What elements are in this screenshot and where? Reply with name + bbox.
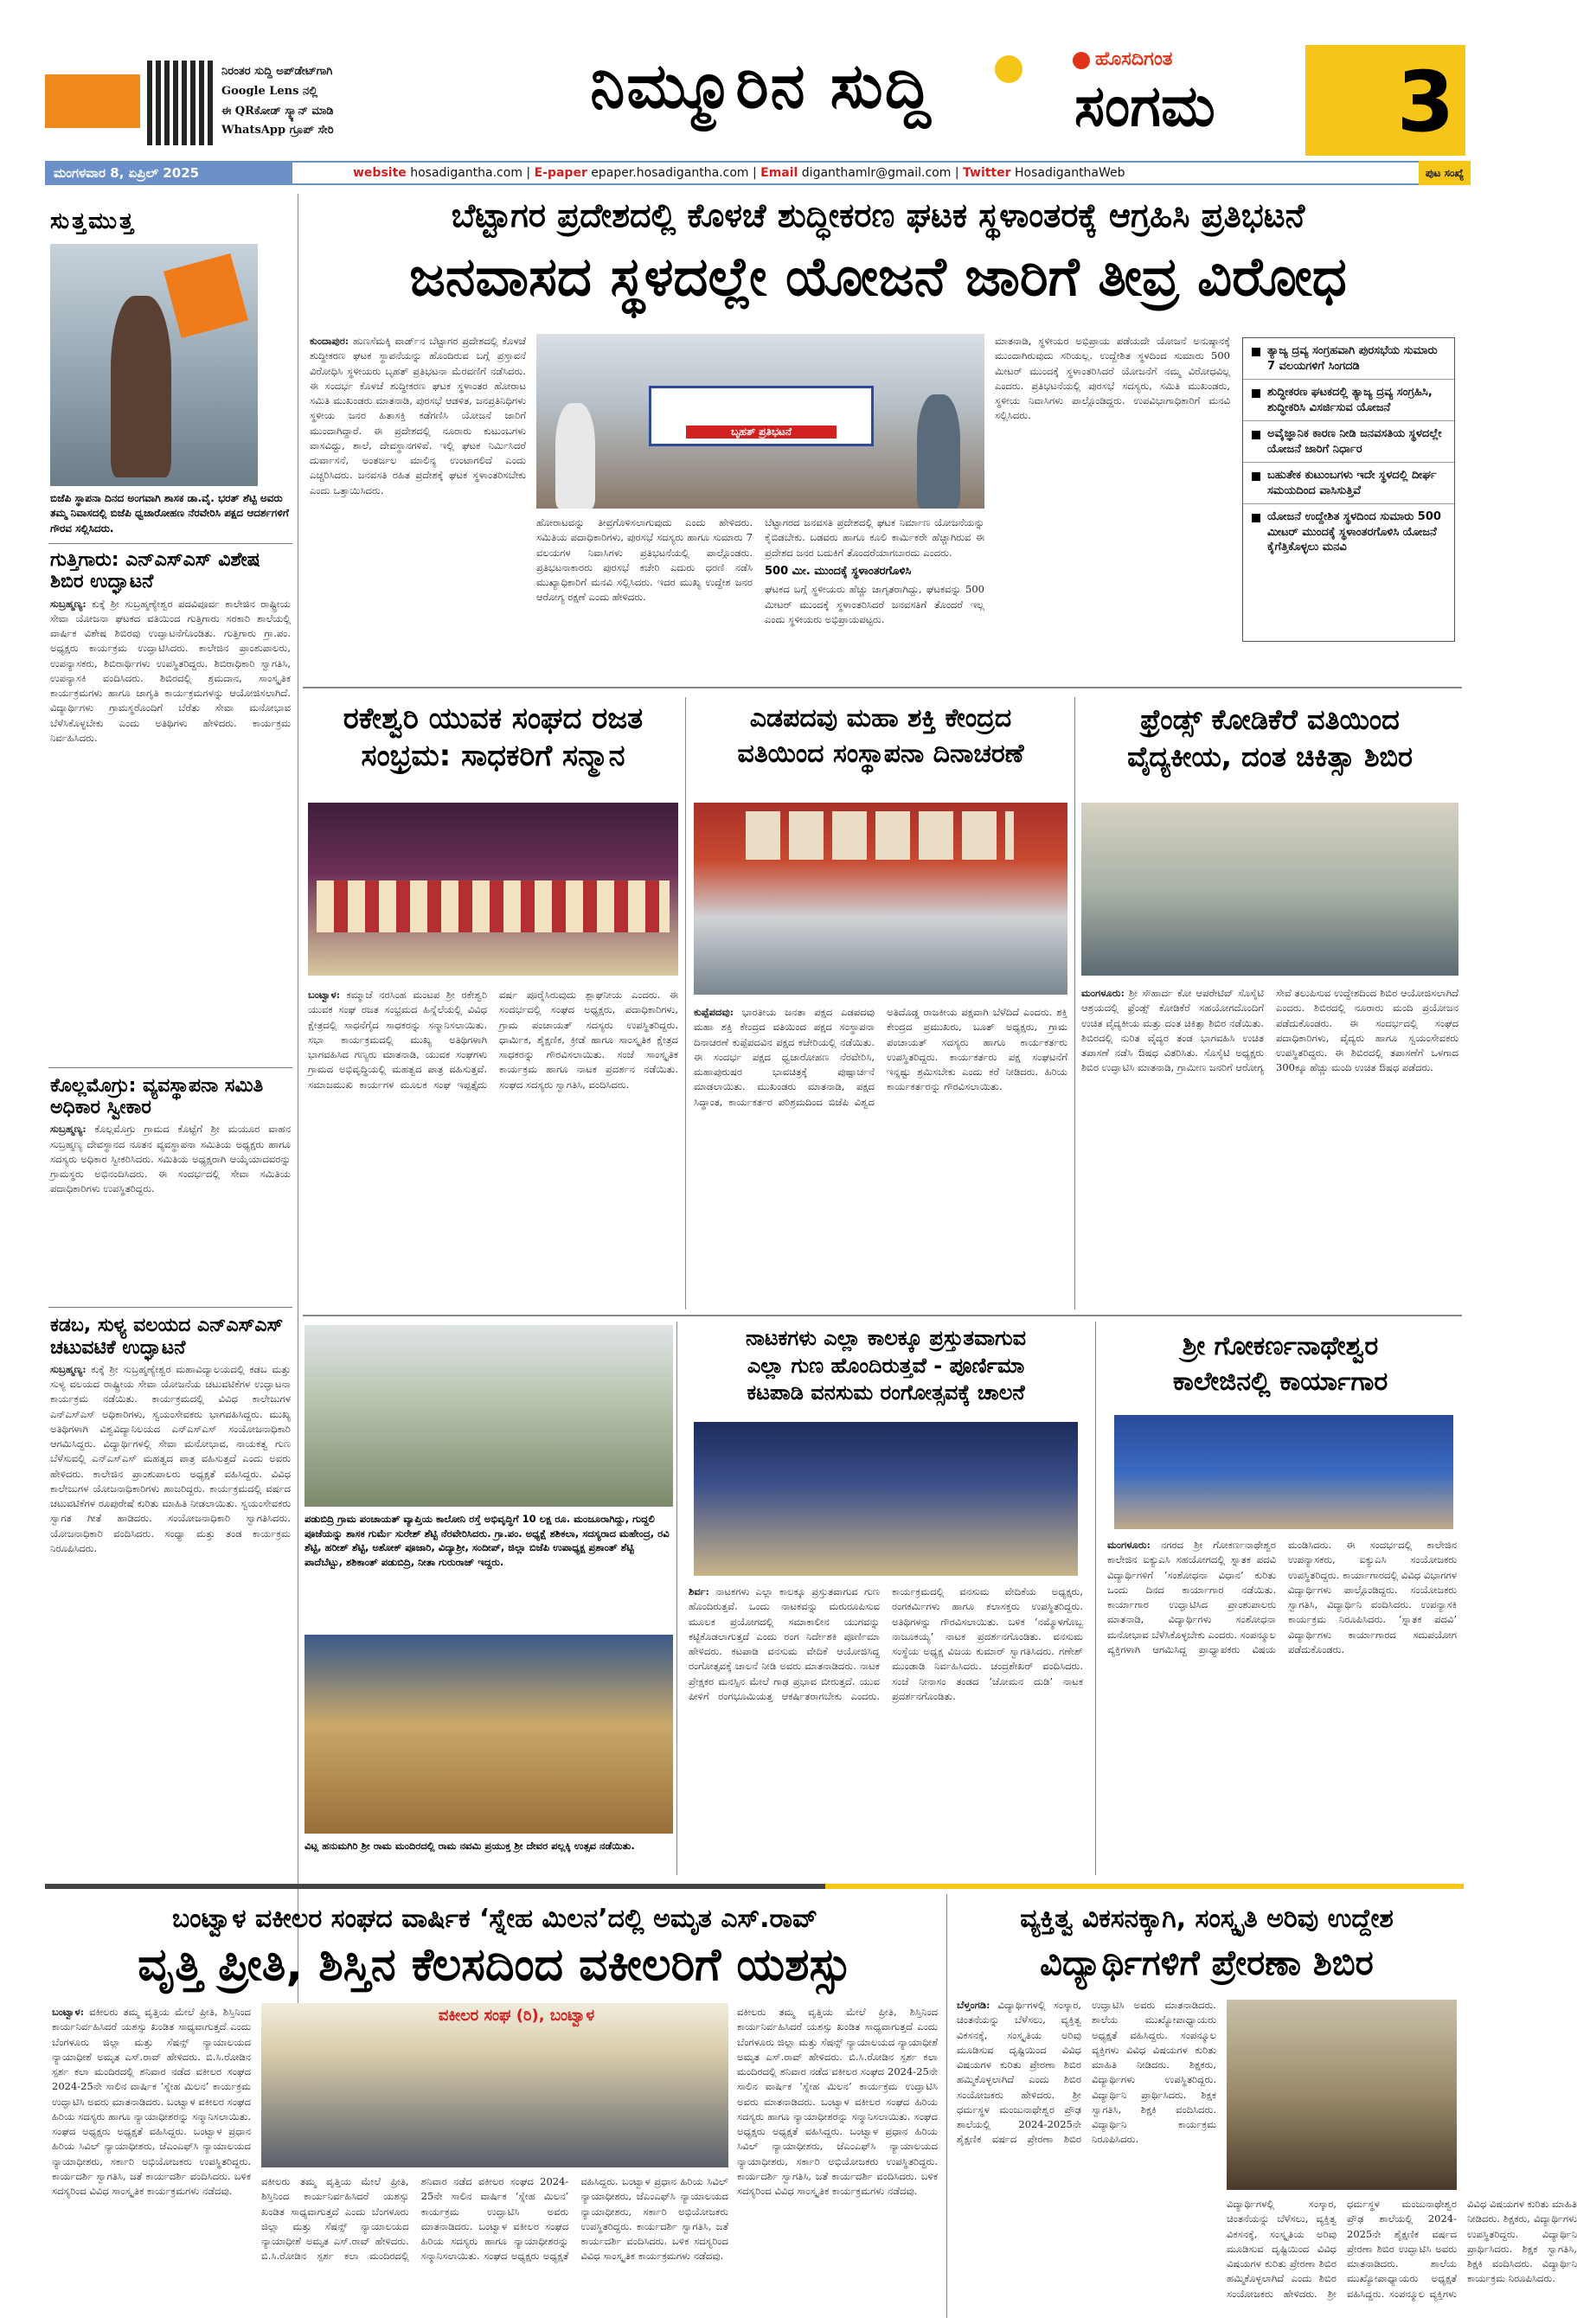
story-medical-camp-photo bbox=[1081, 803, 1458, 976]
email-link[interactable]: diganthamlr@gmail.com bbox=[801, 166, 952, 180]
sidebar-story-1: ಗುತ್ತಿಗಾರು: ಎನ್ಎಸ್ಎಸ್ ವಿಶೇಷ ಶಿಬಿರ ಉದ್ಘಾಟನೆ ಸುಬ್ರಹ್ಮಣ್ಯ: ಕುಕ್ಕೆ ಶ್ರೀ ಸುಬ್ರಹ್ಮಣ್ಯೇಶ್ವರ ಪದವಿಪೂರ್ವ ಕಾಲೇಜಿನ ರಾಷ್ಟ್ರೀಯ ಸೇವಾ ಯೋಜನಾ ಘಟಕದ ವತಿಯಿಂದ ಗುತ್ತಿಗಾರು ಸರಕಾರಿ ಶಾಲೆಯಲ್ಲಿ ವಾರ್ಷಿಕ ವಿಶೇಷ ಶಿಬಿರವು ಉದ್ಘಾಟನೆಗೊಂಡಿತು. ಗುತ್ತಿಗಾರು ಗ್ರಾ.ಪಂ. ಅಧ್ಯಕ್ಷರು ಕಾರ್ಯಕ್ರಮ ಉದ್ಘಾಟಿಸಿದರು. ಕಾಲೇಜಿನ ಪ್ರಾಂಶುಪಾಲರು, ಉಪನ್ಯಾಸಕರು, ಶಿಬಿರಾರ್ಥಿಗಳು ಉಪಸ್ಥಿತರಿದ್ದರು. ಶಿಬಿರಾಧಿಕಾರಿ ಸ್ವಾಗತಿಸಿ, ಉಪನ್ಯಾಸಕಿ ವಂದಿಸಿದರು. ಶಿಬಿರದಲ್ಲಿ ಶ್ರಮದಾನ, ಸಾಂಸ್ಕೃತಿಕ ಕಾರ್ಯಕ್ರಮಗಳು ಹಾಗೂ ಜಾಗೃತಿ ಕಾರ್ಯಕ್ರಮಗಳನ್ನು ಆಯೋಜಿಸಲಾಗಿದೆ. ವಿದ್ಯಾರ್ಥಿಗಳು ಗ್ರಾಮಸ್ಥರೊಂದಿಗೆ ಬೆರೆತು ಸೇವಾ ಮನೋಭಾವ ಬೆಳೆಸಿಕೊಳ್ಳಬೇಕು ಎಂದು ಅತಿಥಿಗಳು ಹೇಳಿದರು. ಕಾರ್ಯಕ್ರಮ ನಿರ್ವಹಿಸಿದರು. bbox=[50, 549, 291, 744]
lead-subhead: 500 ಮೀ. ಮುಂದಕ್ಕೆ ಸ್ಥಳಾಂತರಗೊಳಿಸಿ bbox=[765, 564, 912, 578]
sidebar-story-title: ಕಡಬ, ಸುಳ್ಯ ವಲಯದ ಎನ್ಎಸ್ಎಸ್ ಚಟುವಟಿಕೆ ಉದ್ಘಾಟನೆ bbox=[50, 1315, 284, 1359]
story-motivation-camp: ವ್ಯಕ್ತಿತ್ವ ವಿಕಸನಕ್ಕಾಗಿ, ಸಂಸ್ಕೃತಿ ಅರಿವು ಉದ್ದೇಶ ವಿದ್ಯಾರ್ಥಿಗಳಿಗೆ ಪ್ರೇರಣಾ ಶಿಬಿರ ಬೆಳ್ತಂಗಡಿ: ವಿದ್ಯಾರ್ಥಿಗಳಲ್ಲಿ ಸಂಸ್ಕಾರ, ಚಿಂತನೆಯನ್ನು ಬೆಳೆಸಲು, ವ್ಯಕ್ತಿತ್ವ ವಿಕಸನಕ್ಕೆ, ಸಂಸ್ಕೃತಿಯ ಅರಿವು ಮೂಡಿಸುವ ದೃಷ್ಟಿಯಿಂದ ವಿವಿಧ ವಿಷಯಗಳ ಕುರಿತು ಪ್ರೇರಣಾ ಶಿಬಿರ ಹಮ್ಮಿಕೊಳ್ಳಲಾಗಿದೆ ಎಂದು ಶಿಬಿರ ಸಂಯೋಜಕರು ಹೇಳಿದರು. ಶ್ರೀ ಧರ್ಮಸ್ಥಳ ಮಂಜುನಾಥೇಶ್ವರ ಪ್ರೌಢ ಶಾಲೆಯಲ್ಲಿ 2024-2025ನೇ ಶೈಕ್ಷಣಿಕ ವರ್ಷದ ಪ್ರೇರಣಾ ಶಿಬಿರ ಉದ್ಘಾಟಿಸಿ ಅವರು ಮಾತನಾಡಿದರು. ಶಾಲೆಯ ಮುಖ್ಯೋಪಾಧ್ಯಾಯರು ಅಧ್ಯಕ್ಷತೆ ವಹಿಸಿದ್ದರು. ಸಂಪನ್ಮೂಲ ವ್ಯಕ್ತಿಗಳು ವಿವಿಧ ವಿಷಯಗಳ ಕುರಿತು ಮಾಹಿತಿ ನೀಡಿದರು. ಶಿಕ್ಷಕರು, ವಿದ್ಯಾರ್ಥಿಗಳು ಉಪಸ್ಥಿತರಿದ್ದರು. ವಿದ್ಯಾರ್ಥಿನಿ ಪ್ರಾರ್ಥಿಸಿದರು. ಶಿಕ್ಷಕ ಸ್ವಾಗತಿಸಿ, ಶಿಕ್ಷಕಿ ವಂದಿಸಿದರು. ವಿದ್ಯಾರ್ಥಿನಿ ಕಾರ್ಯಕ್ರಮ ನಿರೂಪಿಸಿದರು. ವಿದ್ಯಾರ್ಥಿಗಳಲ್ಲಿ ಸಂಸ್ಕಾರ, ಚಿಂತನೆಯನ್ನು ಬೆಳೆಸಲು, ವ್ಯಕ್ತಿತ್ವ ವಿಕಸನಕ್ಕೆ, ಸಂಸ್ಕೃತಿಯ ಅರಿವು ಮೂಡಿಸುವ ದೃಷ್ಟಿಯಿಂದ ವಿವಿಧ ವಿಷಯಗಳ ಕುರಿತು ಪ್ರೇರಣಾ ಶಿಬಿರ ಹಮ್ಮಿಕೊಳ್ಳಲಾಗಿದೆ ಎಂದು ಶಿಬಿರ ಸಂಯೋಜಕರು ಹೇಳಿದರು. ಶ್ರೀ ಧರ್ಮಸ್ಥಳ ಮಂಜುನಾಥೇಶ್ವರ ಪ್ರೌಢ ಶಾಲೆಯಲ್ಲಿ 2024-2025ನೇ ಶೈಕ್ಷಣಿಕ ವರ್ಷದ ಪ್ರೇರಣಾ ಶಿಬಿರ ಉದ್ಘಾಟಿಸಿ ಅವರು ಮಾತನಾಡಿದರು. ಶಾಲೆಯ ಮುಖ್ಯೋಪಾಧ್ಯಾಯರು ಅಧ್ಯಕ್ಷತೆ ವಹಿಸಿದ್ದರು. ಸಂಪನ್ಮೂಲ ವ್ಯಕ್ತಿಗಳು ವಿವಿಧ ವಿಷಯಗಳ ಕುರಿತು ಮಾಹಿತಿ ನೀಡಿದರು. ಶಿಕ್ಷಕರು, ವಿದ್ಯಾರ್ಥಿಗಳು ಉಪಸ್ಥಿತರಿದ್ದರು. ವಿದ್ಯಾರ್ಥಿನಿ ಪ್ರಾರ್ಥಿಸಿದರು. ಶಿಕ್ಷಕ ಸ್ವಾಗತಿಸಿ, ಶಿಕ್ಷಕಿ ವಂದಿಸಿದರು. ವಿದ್ಯಾರ್ಥಿನಿ ಕಾರ್ಯಕ್ರಮ ನಿರೂಪಿಸಿದರು. bbox=[957, 1904, 1577, 2300]
story-edapadavu: ಎಡಪದವು ಮಹಾ ಶಕ್ತಿ ಕೇಂದ್ರದ ವತಿಯಿಂದ ಸಂಸ್ಥಾಪನಾ ದಿನಾಚರಣೆ ಕುಪ್ಪೆಪದವು: ಭಾರತೀಯ ಜನತಾ ಪಕ್ಷದ ಎಡಪದವು ಮಹಾ ಶಕ್ತಿ ಕೇಂದ್ರದ ವತಿಯಿಂದ ಪಕ್ಷದ ಸಂಸ್ಥಾಪನಾ ದಿನಾಚರಣೆ ಕುಪ್ಪೆಪದವಿನ ಪಕ್ಷದ ಕಚೇರಿಯಲ್ಲಿ ನಡೆಯಿತು. ಈ ಸಂದರ್ಭ ಪಕ್ಷದ ಧ್ವಜಾರೋಹಣ ನೆರವೇರಿಸಿ, ಮಹಾಪುರುಷರ ಭಾವಚಿತ್ರಕ್ಕೆ ಪುಷ್ಪಾರ್ಚನೆ ಮಾಡಲಾಯಿತು. ಮುಖಂಡರು ಮಾತನಾಡಿ, ಪಕ್ಷದ ಸಿದ್ಧಾಂತ, ಕಾರ್ಯಕರ್ತರ ಪರಿಶ್ರಮದಿಂದ ಬಿಜೆಪಿ ವಿಶ್ವದ ಅತಿದೊಡ್ಡ ರಾಜಕೀಯ ಪಕ್ಷವಾಗಿ ಬೆಳೆದಿದೆ ಎಂದರು. ಶಕ್ತಿ ಕೇಂದ್ರದ ಪ್ರಮುಖರು, ಬೂತ್ ಅಧ್ಯಕ್ಷರು, ಗ್ರಾಮ ಪಂಚಾಯತ್ ಸದಸ್ಯರು ಹಾಗೂ ಕಾರ್ಯಕರ್ತರು ಉಪಸ್ಥಿತರಿದ್ದರು. ಕಾರ್ಯಕರ್ತರು ಪಕ್ಷ ಸಂಘಟನೆಗೆ ಇನ್ನಷ್ಟು ಶ್ರಮಿಸಬೇಕು ಎಂದು ಕರೆ ನೀಡಿದರು. ಹಿರಿಯ ಕಾರ್ಯಕರ್ತರನ್ನು ಗೌರವಿಸಲಾಯಿತು. bbox=[694, 703, 1067, 1108]
lead-headline: ಜನವಾಸದ ಸ್ಥಳದಲ್ಲೇ ಯೋಜನೆ ಜಾರಿಗೆ ತೀವ್ರ ವಿರೋಧ bbox=[409, 245, 1347, 308]
story-advocates: ಬಂಟ್ವಾಳ ವಕೀಲರ ಸಂಘದ ವಾರ್ಷಿಕ ‘ಸ್ನೇಹ ಮಿಲನ’ದಲ್ಲಿ ಅಮೃತ ಎಸ್.ರಾವ್ ವೃತ್ತಿ ಪ್ರೀತಿ, ಶಿಸ್ತಿನ ಕೆಲಸದಿಂದ ವಕೀಲರಿಗೆ ಯಶಸ್ಸು ಬಂಟ್ವಾಳ: ವಕೀಲರು ತಮ್ಮ ವೃತ್ತಿಯ ಮೇಲೆ ಪ್ರೀತಿ, ಶಿಸ್ತಿನಿಂದ ಕಾರ್ಯನಿರ್ವಹಿಸಿದರೆ ಯಶಸ್ಸು ಖಂಡಿತ ಸಾಧ್ಯವಾಗುತ್ತದೆ ಎಂದು ಬೆಂಗಳೂರು ಜಿಲ್ಲಾ ಮತ್ತು ಸೆಷನ್ಸ್ ನ್ಯಾಯಾಲಯದ ನ್ಯಾಯಾಧೀಶೆ ಅಮೃತ ಎಸ್.ರಾವ್ ಹೇಳಿದರು. ಬಿ.ಸಿ.ರೋಡಿನ ಸ್ಪರ್ಶ ಕಲಾ ಮಂದಿರದಲ್ಲಿ ಶನಿವಾರ ನಡೆದ ವಕೀಲರ ಸಂಘದ 2024-25ನೇ ಸಾಲಿನ ವಾರ್ಷಿಕ ‘ಸ್ನೇಹ ಮಿಲನ’ ಕಾರ್ಯಕ್ರಮ ಉದ್ಘಾಟಿಸಿ ಅವರು ಮಾತನಾಡಿದರು. ಬಂಟ್ವಾಳ ವಕೀಲರ ಸಂಘದ ಹಿರಿಯ ಸದಸ್ಯರು ಹಾಗೂ ನ್ಯಾಯಾಧೀಶರನ್ನು ಸನ್ಮಾನಿಸಲಾಯಿತು. ಸಂಘದ ಅಧ್ಯಕ್ಷರು ಅಧ್ಯಕ್ಷತೆ ವಹಿಸಿದ್ದರು. ಬಂಟ್ವಾಳ ಪ್ರಧಾನ ಹಿರಿಯ ಸಿವಿಲ್ ನ್ಯಾಯಾಧೀಶರು, ಜೆಎಂಎಫ್‌ಸಿ ನ್ಯಾಯಾಲಯದ ನ್ಯಾಯಾಧೀಶರು, ಸರ್ಕಾರಿ ಅಭಿಯೋಜಕರು ಉಪಸ್ಥಿತರಿದ್ದರು. ಕಾರ್ಯದರ್ಶಿ ಸ್ವಾಗತಿಸಿ, ಜತೆ ಕಾರ್ಯದರ್ಶಿ ವಂದಿಸಿದರು. ಬಳಿಕ ಸದಸ್ಯರಿಂದ ವಿವಿಧ ಸಾಂಸ್ಕೃತಿಕ ಕಾರ್ಯಕ್ರಮಗಳು ನಡೆದವು. ವಕೀಲರ ಸಂಘ (ರಿ), ಬಂಟ್ವಾಳ ವಕೀಲರು ತಮ್ಮ ವೃತ್ತಿಯ ಮೇಲೆ ಪ್ರೀತಿ, ಶಿಸ್ತಿನಿಂದ ಕಾರ್ಯನಿರ್ವಹಿಸಿದರೆ ಯಶಸ್ಸು ಖಂಡಿತ ಸಾಧ್ಯವಾಗುತ್ತದೆ ಎಂದು ಬೆಂಗಳೂರು ಜಿಲ್ಲಾ ಮತ್ತು ಸೆಷನ್ಸ್ ನ್ಯಾಯಾಲಯದ ನ್ಯಾಯಾಧೀಶೆ ಅಮೃತ ಎಸ್.ರಾವ್ ಹೇಳಿದರು. ಬಿ.ಸಿ.ರೋಡಿನ ಸ್ಪರ್ಶ ಕಲಾ ಮಂದಿರದಲ್ಲಿ ಶನಿವಾರ ನಡೆದ ವಕೀಲರ ಸಂಘದ 2024-25ನೇ ಸಾಲಿನ ವಾರ್ಷಿಕ ‘ಸ್ನೇಹ ಮಿಲನ’ ಕಾರ್ಯಕ್ರಮ ಉದ್ಘಾಟಿಸಿ ಅವರು ಮಾತನಾಡಿದರು. ಬಂಟ್ವಾಳ ವಕೀಲರ ಸಂಘದ ಹಿರಿಯ ಸದಸ್ಯರು ಹಾಗೂ ನ್ಯಾಯಾಧೀಶರನ್ನು ಸನ್ಮಾನಿಸಲಾಯಿತು. ಸಂಘದ ಅಧ್ಯಕ್ಷರು ಅಧ್ಯಕ್ಷತೆ ವಹಿಸಿದ್ದರು. ಬಂಟ್ವಾಳ ಪ್ರಧಾನ ಹಿರಿಯ ಸಿವಿಲ್ ನ್ಯಾಯಾಧೀಶರು, ಜೆಎಂಎಫ್‌ಸಿ ನ್ಯಾಯಾಲಯದ ನ್ಯಾಯಾಧೀಶರು, ಸರ್ಕಾರಿ ಅಭಿಯೋಜಕರು ಉಪಸ್ಥಿತರಿದ್ದರು. ಕಾರ್ಯದರ್ಶಿ ಸ್ವಾಗತಿಸಿ, ಜತೆ ಕಾರ್ಯದರ್ಶಿ ವಂದಿಸಿದರು. ಬಳಿಕ ಸದಸ್ಯರಿಂದ ವಿವಿಧ ಸಾಂಸ್ಕೃತಿಕ ಕಾರ್ಯಕ್ರಮಗಳು ನಡೆದವು. ವಕೀಲರು ತಮ್ಮ ವೃತ್ತಿಯ ಮೇಲೆ ಪ್ರೀತಿ, ಶಿಸ್ತಿನಿಂದ ಕಾರ್ಯನಿರ್ವಹಿಸಿದರೆ ಯಶಸ್ಸು ಖಂಡಿತ ಸಾಧ್ಯವಾಗುತ್ತದೆ ಎಂದು ಬೆಂಗಳೂರು ಜಿಲ್ಲಾ ಮತ್ತು ಸೆಷನ್ಸ್ ನ್ಯಾಯಾಲಯದ ನ್ಯಾಯಾಧೀಶೆ ಅಮೃತ ಎಸ್.ರಾವ್ ಹೇಳಿದರು. ಬಿ.ಸಿ.ರೋಡಿನ ಸ್ಪರ್ಶ ಕಲಾ ಮಂದಿರದಲ್ಲಿ ಶನಿವಾರ ನಡೆದ ವಕೀಲರ ಸಂಘದ 2024-25ನೇ ಸಾಲಿನ ವಾರ್ಷಿಕ ‘ಸ್ನೇಹ ಮಿಲನ’ ಕಾರ್ಯಕ್ರಮ ಉದ್ಘಾಟಿಸಿ ಅವರು ಮಾತನಾಡಿದರು. ಬಂಟ್ವಾಳ ವಕೀಲರ ಸಂಘದ ಹಿರಿಯ ಸದಸ್ಯರು ಹಾಗೂ ನ್ಯಾಯಾಧೀಶರನ್ನು ಸನ್ಮಾನಿಸಲಾಯಿತು. ಸಂಘದ ಅಧ್ಯಕ್ಷರು ಅಧ್ಯಕ್ಷತೆ ವಹಿಸಿದ್ದರು. ಬಂಟ್ವಾಳ ಪ್ರಧಾನ ಹಿರಿಯ ಸಿವಿಲ್ ನ್ಯಾಯಾಧೀಶರು, ಜೆಎಂಎಫ್‌ಸಿ ನ್ಯಾಯಾಲಯದ ನ್ಯಾಯಾಧೀಶರು, ಸರ್ಕಾರಿ ಅಭಿಯೋಜಕರು ಉಪಸ್ಥಿತರಿದ್ದರು. ಕಾರ್ಯದರ್ಶಿ ಸ್ವಾಗತಿಸಿ, ಜತೆ ಕಾರ್ಯದರ್ಶಿ ವಂದಿಸಿದರು. ಬಳಿಕ ಸದಸ್ಯರಿಂದ ವಿವಿಧ ಸಾಂಸ್ಕೃತಿಕ ಕಾರ್ಯಕ್ರಮಗಳು ನಡೆದವು. bbox=[52, 1904, 938, 2263]
lead-highlights: ತ್ಯಾಜ್ಯ ದ್ರವ್ಯ ಸಂಗ್ರಹವಾಗಿ ಪುರಸಭೆಯ ಸುಮಾರು 7 ವಲಯಗಳಿಗೆ ಸಿಂಗದಡಿ ಶುದ್ಧೀಕರಣ ಘಟಕದಲ್ಲಿ ತ್ಯಾಜ್ಯ ದ್ರವ್ಯ ಸಂಗ್ರಹಿಸಿ, ಶುದ್ಧೀಕರಿಸಿ ವಿಸರ್ಜಿಸುವ ಯೋಜನೆ ಅವೈಜ್ಞಾನಿಕ ಕಾರಣ ನೀಡಿ ಜನವಸತಿಯ ಸ್ಥಳದಲ್ಲೇ ಯೋಜನೆ ಜಾರಿಗೆ ನಿರ್ಧಾರ ಬಹುತೇಕ ಕುಟುಂಬಗಳು ಇದೇ ಸ್ಥಳದಲ್ಲಿ ದೀರ್ಘ ಸಮಯದಿಂದ ವಾಸಿಸುತ್ತಿವೆ ಯೋಜನೆ ಉದ್ದೇಶಿತ ಸ್ಥಳದಿಂದ ಸುಮಾರು 500 ಮೀಟರ್ ಮುಂದಕ್ಕೆ ಸ್ಥಳಾಂತರಗೊಳಿಸಿ ಯೋಜನೆ ಕೈಗೆತ್ತಿಕೊಳ್ಳಲು ಮನವಿ bbox=[1242, 337, 1455, 642]
bottom-band-rule bbox=[45, 1884, 1464, 1889]
story-rajata: ರಕೇಶ್ವರಿ ಯುವಕ ಸಂಘದ ರಜತ ಸಂಭ್ರಮ: ಸಾಧಕರಿಗೆ ಸನ್ಮಾನ ಬಂಟ್ವಾಳ: ಕಮ್ಮಾಜೆ ನರಸಿಂಹ ಮಂಟಪ ಶ್ರೀ ರಕೇಶ್ವರಿ ಯುವಕ ಸಂಘ ರಜತ ಸಂಭ್ರಮದ ಹಿನ್ನೆಲೆಯಲ್ಲಿ ವಿವಿಧ ಕ್ಷೇತ್ರದಲ್ಲಿ ಸಾಧನೆಗೈದ ಸಾಧಕರನ್ನು ಸನ್ಮಾನಿಸಲಾಯಿತು. ಸಭಾ ಕಾರ್ಯಕ್ರಮದಲ್ಲಿ ಮುಖ್ಯ ಅತಿಥಿಗಳಾಗಿ ಭಾಗವಹಿಸಿದ ಗಣ್ಯರು ಮಾತನಾಡಿ, ಯುವಕ ಸಂಘಗಳು ಗ್ರಾಮದ ಅಭಿವೃದ್ಧಿಯಲ್ಲಿ ಮಹತ್ವದ ಪಾತ್ರ ವಹಿಸುತ್ತವೆ. ಸಮಾಜಮುಖಿ ಕಾರ್ಯಗಳ ಮೂಲಕ ಸಂಘ ಇಪ್ಪತ್ತೈದು ವರ್ಷ ಪೂರೈಸಿರುವುದು ಶ್ಲಾಘನೀಯ ಎಂದರು. ಈ ಸಂದರ್ಭದಲ್ಲಿ ಸಂಘದ ಅಧ್ಯಕ್ಷರು, ಪದಾಧಿಕಾರಿಗಳು, ಗ್ರಾಮ ಪಂಚಾಯತ್ ಸದಸ್ಯರು ಉಪಸ್ಥಿತರಿದ್ದರು. ಧಾರ್ಮಿಕ, ಶೈಕ್ಷಣಿಕ, ಕ್ರೀಡೆ ಹಾಗೂ ಸಾಂಸ್ಕೃತಿಕ ಕ್ಷೇತ್ರದ ಸಾಧಕರನ್ನು ಗೌರವಿಸಲಾಯಿತು. ಸಂಜೆ ಸಾಂಸ್ಕೃತಿಕ ಕಾರ್ಯಕ್ರಮ ಹಾಗೂ ನಾಟಕ ಪ್ರದರ್ಶನ ನಡೆಯಿತು. ಸಂಘದ ಸದಸ್ಯರು ಸ್ವಾಗತಿಸಿ, ವಂದಿಸಿದರು. bbox=[308, 701, 678, 1091]
person-figure bbox=[555, 403, 595, 509]
masthead bbox=[0, 0, 1505, 181]
date-bar: ಮಂಗಳವಾರ 8, ಏಪ್ರಿಲ್ 2025 bbox=[45, 161, 292, 185]
col-divider bbox=[685, 697, 686, 1309]
sidebar bbox=[45, 194, 296, 2079]
row-divider bbox=[303, 687, 1462, 688]
stage-row bbox=[317, 880, 670, 932]
lead-col-2: ಹೋರಾಟವನ್ನು ತೀವ್ರಗೊಳಿಸಲಾಗುವುದು ಎಂದು ಹೇಳಿದರು. ಸಮಿತಿಯ ಪದಾಧಿಕಾರಿಗಳು, ಪುರಸಭೆ ಸದಸ್ಯರು ಹಾಗೂ ಸುಮಾರು 7 ವಲಯಗಳ ನಿವಾಸಿಗಳು ಪ್ರತಿಭಟನೆಯಲ್ಲಿ ಪಾಲ್ಗೊಂಡರು. ಪ್ರತಿಭಟನಾಕಾರರು ಪುರಸಭೆ ಕಚೇರಿ ಎದುರು ಧರಣಿ ನಡೆಸಿ ಮುಖ್ಯಾಧಿಕಾರಿಗೆ ಮನವಿ ಸಲ್ಲಿಸಿದರು. ಇದರ ಮುಖ್ಯ ಉದ್ದೇಶ ಜನರ ಆರೋಗ್ಯ ರಕ್ಷಣೆ ಎಂದು ಹೇಳಿದರು. bbox=[536, 516, 753, 604]
flag-icon bbox=[163, 253, 248, 338]
story-rajata-photo bbox=[308, 803, 678, 976]
col-divider bbox=[1074, 697, 1075, 1309]
row-divider bbox=[303, 1315, 1462, 1316]
lead-kicker: ಬೆಟ್ಟಾಗರ ಪ್ರದೇಶದಲ್ಲಿ ಕೊಳಚೆ ಶುದ್ಧೀಕರಣ ಘಟಕ ಸ್ಥಳಾಂತರಕ್ಕೆ ಆಗ್ರಹಿಸಿ ಪ್ರತಿಭಟನೆ bbox=[451, 196, 1305, 234]
email-label: Email bbox=[760, 166, 798, 180]
section-name: ಸಂಗಮ bbox=[1074, 73, 1215, 139]
col-divider bbox=[676, 1322, 677, 1875]
website-link[interactable]: hosadigantha.com bbox=[410, 166, 522, 180]
qr-code-icon[interactable] bbox=[147, 61, 215, 145]
twitter-link[interactable]: HosadiganthaWeb bbox=[1014, 166, 1125, 180]
sidebar-story-title: ಕೊಲ್ಲಮೊಗ್ರು: ವ್ಯವಸ್ಥಾಪನಾ ಸಮಿತಿ ಅಧಿಕಾರ ಸ್ವೀಕಾರ bbox=[50, 1074, 264, 1118]
protest-banner: ಬೃಹತ್ ಪ್ರತಿಭಟನೆ bbox=[649, 386, 874, 446]
edition-tag: ಪುಟ ಸಂಖ್ಯೆ bbox=[1419, 161, 1471, 185]
sidebar-story-2: ಕೊಲ್ಲಮೊಗ್ರು: ವ್ಯವಸ್ಥಾಪನಾ ಸಮಿತಿ ಅಧಿಕಾರ ಸ್ವೀಕಾರ ಸುಬ್ರಹ್ಮಣ್ಯ: ಕೊಲ್ಲಮೊಗ್ರು ಗ್ರಾಮದ ಕೊಟ್ಟೆಗೆ ಶ್ರೀ ಮಯೂರ ವಾಹನ ಸುಬ್ರಹ್ಮಣ್ಯ ದೇವಸ್ಥಾನದ ನೂತನ ವ್ಯವಸ್ಥಾಪನಾ ಸಮಿತಿಯ ಅಧ್ಯಕ್ಷರು ಹಾಗೂ ಸದಸ್ಯರು ಅಧಿಕಾರ ಸ್ವೀಕರಿಸಿದರು. ಸಮಿತಿಯ ಅಧ್ಯಕ್ಷರಾಗಿ ಆಯ್ಕೆಯಾದವರನ್ನು ಗ್ರಾಮಸ್ಥರು ಅಭಿನಂದಿಸಿದರು. ಈ ಸಂದರ್ಭದಲ್ಲಿ ಸೇವಾ ಸಮಿತಿಯ ಪದಾಧಿಕಾರಿಗಳು ಉಪಸ್ಥಿತರಿದ್ದರು. bbox=[50, 1074, 292, 1195]
epaper-label: E-paper bbox=[534, 166, 587, 180]
section-badge bbox=[1066, 45, 1465, 156]
sidebar-story-body: ಕುಕ್ಕೆ ಶ್ರೀ ಸುಬ್ರಹ್ಮಣ್ಯೇಶ್ವರ ಮಹಾವಿದ್ಯಾಲಯದಲ್ಲಿ ಕಡಬ ಮತ್ತು ಸುಳ್ಯ ವಲಯದ ರಾಷ್ಟ್ರೀಯ ಸೇವಾ ಯೋಜನೆಯ ಚಟುವಟಿಕೆಗಳ ಉದ್ಘಾಟನಾ ಕಾರ್ಯಕ್ರಮ ನಡೆಯಿತು. ಕಾರ್ಯಕ್ರಮದಲ್ಲಿ ವಿವಿಧ ಕಾಲೇಜುಗಳ ಎನ್ಎಸ್ಎಸ್ ಅಧಿಕಾರಿಗಳು, ಸ್ವಯಂಸೇವಕರು ಭಾಗವಹಿಸಿದ್ದರು. ಮುಖ್ಯ ಅತಿಥಿಗಳಾಗಿ ವಿಶ್ವವಿದ್ಯಾನಿಲಯದ ಎನ್ಎಸ್ಎಸ್ ಸಂಯೋಜನಾಧಿಕಾರಿ ಆಗಮಿಸಿದ್ದರು. ವಿದ್ಯಾರ್ಥಿಗಳಲ್ಲಿ ಸೇವಾ ಮನೋಭಾವ, ನಾಯಕತ್ವ ಗುಣ ಬೆಳೆಸುವಲ್ಲಿ ಎನ್ಎಸ್ಎಸ್ ಮಹತ್ವದ ಪಾತ್ರ ವಹಿಸುತ್ತದೆ ಎಂದು ಅವರು ಹೇಳಿದರು. ಕಾಲೇಜಿನ ಪ್ರಾಂಶುಪಾಲರು ಅಧ್ಯಕ್ಷತೆ ವಹಿಸಿದ್ದರು. ವಿವಿಧ ಕಾಲೇಜುಗಳ ಯೋಜನಾಧಿಕಾರಿಗಳು ಹಾಜರಿದ್ದರು. ಕಾರ್ಯಕ್ರಮದಲ್ಲಿ ವರ್ಷದ ಚಟುವಟಿಕೆಗಳ ರೂಪುರೇಷೆ ಕುರಿತು ಮಾಹಿತಿ ನೀಡಲಾಯಿತು. ಸ್ವಯಂಸೇವಕರು ಸ್ವಾಗತ ಗೀತೆ ಹಾಡಿದರು. ಸಂಯೋಜನಾಧಿಕಾರಿ ಸ್ವಾಗತಿಸಿದರು. ಯೋಜನಾಧಿಕಾರಿ ವಂದಿಸಿದರು. ಸಂಧ್ಯಾ ಮತ್ತು ತಂಡ ಕಾರ್ಯಕ್ರಮ ನಿರೂಪಿಸಿದರು. bbox=[50, 1362, 292, 1554]
person-figure bbox=[111, 296, 171, 477]
masthead-title: ನಿಮ್ಮೂರಿನ ಸುದ್ದಿ bbox=[590, 49, 933, 122]
padubidri-caption: ಪಡುಬಿದ್ರಿ ಗ್ರಾಮ ಪಂಚಾಯತ್ ವ್ಯಾಪ್ತಿಯ ಕಾಲೋನಿ ರಸ್ತೆ ಅಭಿವೃದ್ಧಿಗೆ 10 ಲಕ್ಷ ರೂ. ಮಂಜೂರಾಗಿದ್ದು, ಗುದ್ದಲಿ ಪೂಜೆಯನ್ನು ಶಾಸಕ ಗುರ್ಮೆ ಸುರೇಶ್ ಶೆಟ್ಟಿ ನೆರವೇರಿಸಿದರು. ಗ್ರಾ.ಪಂ. ಅಧ್ಯಕ್ಷೆ ಶಶಿಕಲಾ, ಸದಸ್ಯರಾದ ಮಹೇಂದ್ರ, ರವಿ ಶೆಟ್ಟಿ, ಹರೀಶ್ ಶೆಟ್ಟಿ, ಅಶೋಕ್ ಪೂಜಾರಿ, ವಿದ್ಯಾಶ್ರೀ, ಸಂದೀಪ್, ಜಿಲ್ಲಾ ಬಿಜೆಪಿ ಉಪಾಧ್ಯಕ್ಷ ಪ್ರಶಾಂತ್ ಶೆಟ್ಟಿ ಪಾದೆಬೆಟ್ಟು, ಶಶಿಕಾಂತ್ ಪಡುಬಿದ್ರಿ, ನೀತಾ ಗುರುರಾಜ್ ಇದ್ದರು. bbox=[305, 1513, 670, 1569]
vitla-photo bbox=[305, 1635, 673, 1834]
twitter-label: Twitter bbox=[963, 166, 1011, 180]
sidebar-story-3: ಕಡಬ, ಸುಳ್ಯ ವಲಯದ ಎನ್ಎಸ್ಎಸ್ ಚಟುವಟಿಕೆ ಉದ್ಘಾಟನೆ ಸುಬ್ರಹ್ಮಣ್ಯ: ಕುಕ್ಕೆ ಶ್ರೀ ಸುಬ್ರಹ್ಮಣ್ಯೇಶ್ವರ ಮಹಾವಿದ್ಯಾಲಯದಲ್ಲಿ ಕಡಬ ಮತ್ತು ಸುಳ್ಯ ವಲಯದ ರಾಷ್ಟ್ರೀಯ ಸೇವಾ ಯೋಜನೆಯ ಚಟುವಟಿಕೆಗಳ ಉದ್ಘಾಟನಾ ಕಾರ್ಯಕ್ರಮ ನಡೆಯಿತು. ಕಾರ್ಯಕ್ರಮದಲ್ಲಿ ವಿವಿಧ ಕಾಲೇಜುಗಳ ಎನ್ಎಸ್ಎಸ್ ಅಧಿಕಾರಿಗಳು, ಸ್ವಯಂಸೇವಕರು ಭಾಗವಹಿಸಿದ್ದರು. ಮುಖ್ಯ ಅತಿಥಿಗಳಾಗಿ ವಿಶ್ವವಿದ್ಯಾನಿಲಯದ ಎನ್ಎಸ್ಎಸ್ ಸಂಯೋಜನಾಧಿಕಾರಿ ಆಗಮಿಸಿದ್ದರು. ವಿದ್ಯಾರ್ಥಿಗಳಲ್ಲಿ ಸೇವಾ ಮನೋಭಾವ, ನಾಯಕತ್ವ ಗುಣ ಬೆಳೆಸುವಲ್ಲಿ ಎನ್ಎಸ್ಎಸ್ ಮಹತ್ವದ ಪಾತ್ರ ವಹಿಸುತ್ತದೆ ಎಂದು ಅವರು ಹೇಳಿದರು. ಕಾಲೇಜಿನ ಪ್ರಾಂಶುಪಾಲರು ಅಧ್ಯಕ್ಷತೆ ವಹಿಸಿದ್ದರು. ವಿವಿಧ ಕಾಲೇಜುಗಳ ಯೋಜನಾಧಿಕಾರಿಗಳು ಹಾಜರಿದ್ದರು. ಕಾರ್ಯಕ್ರಮದಲ್ಲಿ ವರ್ಷದ ಚಟುವಟಿಕೆಗಳ ರೂಪುರೇಷೆ ಕುರಿತು ಮಾಹಿತಿ ನೀಡಲಾಯಿತು. ಸ್ವಯಂಸೇವಕರು ಸ್ವಾಗತ ಗೀತೆ ಹಾಡಿದರು. ಸಂಯೋಜನಾಧಿಕಾರಿ ಸ್ವಾಗತಿಸಿದರು. ಯೋಜನಾಧಿಕಾರಿ ವಂದಿಸಿದರು. ಸಂಧ್ಯಾ ಮತ್ತು ತಂಡ ಕಾರ್ಯಕ್ರಮ ನಿರೂಪಿಸಿದರು. bbox=[50, 1315, 292, 1554]
col-divider bbox=[946, 1894, 947, 2318]
col-divider bbox=[1095, 1322, 1096, 1875]
story-motivation-photo bbox=[1227, 2000, 1457, 2190]
sidebar-story-body: ಕೊಲ್ಲಮೊಗ್ರು ಗ್ರಾಮದ ಕೊಟ್ಟೆಗೆ ಶ್ರೀ ಮಯೂರ ವಾಹನ ಸುಬ್ರಹ್ಮಣ್ಯ ದೇವಸ್ಥಾನದ ನೂತನ ವ್ಯವಸ್ಥಾಪನಾ ಸಮಿತಿಯ ಅಧ್ಯಕ್ಷರು ಹಾಗೂ ಸದಸ್ಯರು ಅಧಿಕಾರ ಸ್ವೀಕರಿಸಿದರು. ಸಮಿತಿಯ ಅಧ್ಯಕ್ಷರಾಗಿ ಆಯ್ಕೆಯಾದವರನ್ನು ಗ್ರಾಮಸ್ಥರು ಅಭಿನಂದಿಸಿದರು. ಈ ಸಂದರ್ಭದಲ್ಲಿ ಸೇವಾ ಸಮಿತಿಯ ಪದಾಧಿಕಾರಿಗಳು ಉಪಸ್ಥಿತರಿದ್ದರು. bbox=[50, 1123, 292, 1195]
story-edapadavu-photo bbox=[694, 803, 1067, 995]
sidebar-story-title: ಗುತ್ತಿಗಾರು: ಎನ್ಎಸ್ಎಸ್ ವಿಶೇಷ ಶಿಬಿರ ಉದ್ಘಾಟನೆ bbox=[50, 549, 260, 593]
orange-block bbox=[45, 74, 140, 128]
sidebar-photo-caption: ಬಿಜೆಪಿ ಸ್ಥಾಪನಾ ದಿನದ ಅಂಗವಾಗಿ ಶಾಸಕ ಡಾ.ವೈ. ಭರತ್ ಶೆಟ್ಟಿ ಅವರು ತಮ್ಮ ನಿವಾಸದಲ್ಲಿ ಬಿಜೆಪಿ ಧ್ವಜಾರೋಹಣ ನೆರವೇರಿಸಿ ಪಕ್ಷದ ಆದರ್ಶಗಳಿಗೆ ಗೌರವ ಸಲ್ಲಿಸಿದರು. bbox=[50, 491, 289, 535]
lead-col-1: ಕುಂದಾಪುರ: ಹುಣಸೆಮಕ್ಕಿ ವಾರ್ಡ್‌ನ ಬೆಟ್ಟಾಗರ ಪ್ರದೇಶದಲ್ಲಿ ಕೊಳಚೆ ಶುದ್ಧೀಕರಣ ಘಟಕ ಸ್ಥಾಪನೆಯನ್ನು ಹೊಂದಿರುವ ಬಗ್ಗೆ ಪ್ರಸ್ತಾವನೆ ವಿರೋಧಿಸಿ ಸ್ಥಳೀಯರು ಬೃಹತ್ ಪ್ರತಿಭಟನಾ ಮೆರವಣಿಗೆ ನಡೆಸಿದರು. ಈ ಸಂದರ್ಭ ಕೊಳಚೆ ಶುದ್ಧೀಕರಣ ಘಟಕ ಸ್ಥಳಾಂತರ ಹೋರಾಟ ಸಮಿತಿ ಮುಖಂಡರು ಮಾತನಾಡಿ, ಪುರಸಭೆ ಆಡಳಿತ, ಜನಪ್ರತಿನಿಧಿಗಳು ಸ್ಥಳೀಯ ಜನರ ಹಿತಾಸಕ್ತಿ ಕಡೆಗಣಿಸಿ ಯೋಜನೆ ಜಾರಿಗೆ ಮುಂದಾಗಿದ್ದಾರೆ. ಈ ಪ್ರದೇಶದಲ್ಲಿ ನೂರಾರು ಕುಟುಂಬಗಳು ವಾಸವಿದ್ದು, ಶಾಲೆ, ದೇವಸ್ಥಾನಗಳಿವೆ. ಇಲ್ಲಿ ಘಟಕ ನಿರ್ಮಿಸಿದರೆ ದುರ್ವಾಸನೆ, ಅಂತರ್ಜಲ ಮಾಲಿನ್ಯ ಉಂಟಾಗಲಿದೆ ಎಂದು ಎಚ್ಚರಿಸಿದರು. ಜನವಸತಿ ರಹಿತ ಪ್ರದೇಶಕ್ಕೆ ಘಟಕ ಸ್ಥಳಾಂತರಿಸಬೇಕು ಎಂದು ಒತ್ತಾಯಿಸಿದರು. bbox=[310, 335, 526, 496]
story-drama: ನಾಟಕಗಳು ಎಲ್ಲಾ ಕಾಲಕ್ಕೂ ಪ್ರಸ್ತುತವಾಗುವ ಎಲ್ಲಾ ಗುಣ ಹೊಂದಿರುತ್ತವೆ - ಪೂರ್ಣಿಮಾ ಕಟಪಾಡಿ ವನಸುಮ ರಂಗೋತ್ಸವಕ್ಕೆ ಚಾಲನೆ ಶಿರ್ವ: ನಾಟಕಗಳು ಎಲ್ಲಾ ಕಾಲಕ್ಕೂ ಪ್ರಸ್ತುತವಾಗುವ ಗುಣ ಹೊಂದಿರುತ್ತವೆ. ಒಂದು ನಾಟಕವನ್ನು ಮರುರೂಪಿಸುವ ಮೂಲಕ ಪ್ರಯೋಗದಲ್ಲಿ ಸಮಾಕಾಲೀನ ಯುಗವನ್ನು ಕಟ್ಟಿಕೊಡಲಾಗುತ್ತದೆ ಎಂದು ರಂಗ ನಿರ್ದೇಶಕಿ ಪೂರ್ಣಿಮಾ ಹೇಳಿದರು. ಕಟಪಾಡಿ ವನಸುಮ ವೇದಿಕೆ ಆಯೋಜಿಸಿದ್ದ ರಂಗೋತ್ಸವಕ್ಕೆ ಚಾಲನೆ ನೀಡಿ ಅವರು ಮಾತನಾಡಿದರು. ನಾಟಕ ಪ್ರೇಕ್ಷಕರ ಮನಸ್ಸಿನ ಮೇಲೆ ಗಾಢ ಪ್ರಭಾವ ಬೀರುತ್ತದೆ. ಯುವ ಪೀಳಿಗೆ ರಂಗಭೂಮಿಯತ್ತ ಆಕರ್ಷಿತರಾಗಬೇಕು ಎಂದರು. ಕಾರ್ಯಕ್ರಮದಲ್ಲಿ ವನಸುಮ ವೇದಿಕೆಯ ಅಧ್ಯಕ್ಷರು, ರಂಗಕರ್ಮಿಗಳು ಹಾಗೂ ಕಲಾಸಕ್ತರು ಉಪಸ್ಥಿತರಿದ್ದರು. ಅತಿಥಿಗಳನ್ನು ಗೌರವಿಸಲಾಯಿತು. ಬಳಿಕ ‘ನಮ್ಮೊಳಗೊಬ್ಬ ನಾಜೂಕಯ್ಯ’ ನಾಟಕ ಪ್ರದರ್ಶನಗೊಂಡಿತು. ವನಸುಮ ಸಂಸ್ಥೆಯ ಅಧ್ಯಕ್ಷ ವಿಜಯ ಕುಮಾರ್ ಸ್ವಾಗತಿಸಿದರು. ಗಣೇಶ್ ಮುಂಡಾಡಿ ನಿರ್ವಹಿಸಿದರು. ಚಂದ್ರಶೇಖರ್ ವಂದಿಸಿದರು. ಸಂಜೆ ನೀನಾಸಂ ತಂಡದ ‘ಚೋಮನ ದುಡಿ’ ನಾಟಕ ಪ್ರದರ್ಶನಗೊಂಡಿತು. bbox=[689, 1326, 1083, 1702]
sidebar-column-title: ಸುತ್ತಮುತ್ತ bbox=[50, 208, 137, 234]
page-number: 3 bbox=[1396, 54, 1455, 150]
sidebar-story-body: ಕುಕ್ಕೆ ಶ್ರೀ ಸುಬ್ರಹ್ಮಣ್ಯೇಶ್ವರ ಪದವಿಪೂರ್ವ ಕಾಲೇಜಿನ ರಾಷ್ಟ್ರೀಯ ಸೇವಾ ಯೋಜನಾ ಘಟಕದ ವತಿಯಿಂದ ಗುತ್ತಿಗಾರು ಸರಕಾರಿ ಶಾಲೆಯಲ್ಲಿ ವಾರ್ಷಿಕ ವಿಶೇಷ ಶಿಬಿರವು ಉದ್ಘಾಟನೆಗೊಂಡಿತು. ಗುತ್ತಿಗಾರು ಗ್ರಾ.ಪಂ. ಅಧ್ಯಕ್ಷರು ಕಾರ್ಯಕ್ರಮ ಉದ್ಘಾಟಿಸಿದರು. ಕಾಲೇಜಿನ ಪ್ರಾಂಶುಪಾಲರು, ಉಪನ್ಯಾಸಕರು, ಶಿಬಿರಾರ್ಥಿಗಳು ಉಪಸ್ಥಿತರಿದ್ದರು. ಶಿಬಿರಾಧಿಕಾರಿ ಸ್ವಾಗತಿಸಿ, ಉಪನ್ಯಾಸಕಿ ವಂದಿಸಿದರು. ಶಿಬಿರದಲ್ಲಿ ಶ್ರಮದಾನ, ಸಾಂಸ್ಕೃತಿಕ ಕಾರ್ಯಕ್ರಮಗಳು ಹಾಗೂ ಜಾಗೃತಿ ಕಾರ್ಯಕ್ರಮಗಳನ್ನು ಆಯೋಜಿಸಲಾಗಿದೆ. ವಿದ್ಯಾರ್ಥಿಗಳು ಗ್ರಾಮಸ್ಥರೊಂದಿಗೆ ಬೆರೆತು ಸೇವಾ ಮನೋಭಾವ ಬೆಳೆಸಿಕೊಳ್ಳಬೇಕು ಎಂದು ಅತಿಥಿಗಳು ಹೇಳಿದರು. ಕಾರ್ಯಕ್ರಮ ನಿರ್ವಹಿಸಿದರು. bbox=[50, 597, 291, 744]
vitla-caption: ವಿಟ್ಲ ಹನುಮಗಿರಿ ಶ್ರೀ ರಾಮ ಮಂದಿರದಲ್ಲಿ ರಾಮ ನವಮಿ ಪ್ರಯುಕ್ತ ಶ್ರೀ ದೇವರ ಪಲ್ಲಕ್ಕಿ ಉತ್ಸವ ನಡೆಯಿತು. bbox=[305, 1840, 635, 1852]
masthead-title-dot bbox=[995, 55, 1022, 83]
story-workshop: ಶ್ರೀ ಗೋಕರ್ಣನಾಥೇಶ್ವರ ಕಾಲೇಜಿನಲ್ಲಿ ಕಾರ್ಯಾಗಾರ ಮಂಗಳೂರು: ನಗರದ ಶ್ರೀ ಗೋಕರ್ಣನಾಥೇಶ್ವರ ಕಾಲೇಜಿನ ಐಕ್ಯುಎಸಿ ಸಹಯೋಗದಲ್ಲಿ ಸ್ನಾತಕ ಪದವಿ ವಿದ್ಯಾರ್ಥಿಗಳಿಗೆ ‘ಸಂಶೋಧನಾ ವಿಧಾನ’ ಕುರಿತು ಒಂದು ದಿನದ ಕಾರ್ಯಾಗಾರ ನಡೆಯಿತು. ಕಾರ್ಯಾಗಾರ ಉದ್ಘಾಟಿಸಿದ ಪ್ರಾಂಶುಪಾಲರು ಮಾತನಾಡಿ, ವಿದ್ಯಾರ್ಥಿಗಳು ಸಂಶೋಧನಾ ಮನೋಭಾವ ಬೆಳೆಸಿಕೊಳ್ಳಬೇಕು ಎಂದರು. ಸಂಪನ್ಮೂಲ ವ್ಯಕ್ತಿಗಳಾಗಿ ಆಗಮಿಸಿದ್ದ ಪ್ರಾಧ್ಯಾಪಕರು ವಿಷಯ ಮಂಡಿಸಿದರು. ಈ ಸಂದರ್ಭದಲ್ಲಿ ಕಾಲೇಜಿನ ಉಪನ್ಯಾಸಕರು, ಐಕ್ಯುಎಸಿ ಸಂಯೋಜಕರು ಉಪಸ್ಥಿತರಿದ್ದರು. ಕಾರ್ಯಾಗಾರದಲ್ಲಿ ವಿವಿಧ ವಿಭಾಗಗಳ ವಿದ್ಯಾರ್ಥಿಗಳು ಪಾಲ್ಗೊಂಡಿದ್ದರು. ಸಂಯೋಜಕರು ಸ್ವಾಗತಿಸಿ, ವಿದ್ಯಾರ್ಥಿನಿ ವಂದಿಸಿದರು. ಉಪನ್ಯಾಸಕಿ ಕಾರ್ಯಕ್ರಮ ನಿರೂಪಿಸಿದರು. ‘ಸ್ನಾತಕ ಪದವಿ’ ವಿದ್ಯಾರ್ಥಿಗಳು ಕಾರ್ಯಾಗಾರದ ಸದುಪಯೋಗ ಪಡೆದುಕೊಂಡರು. bbox=[1107, 1331, 1457, 1655]
story-workshop-photo bbox=[1114, 1415, 1453, 1529]
lead-col-4: ಮಾತನಾಡಿ, ಸ್ಥಳೀಯರ ಅಭಿಪ್ರಾಯ ಪಡೆಯದೇ ಯೋಜನೆ ಅನುಷ್ಠಾನಕ್ಕೆ ಮುಂದಾಗಿರುವುದು ಸರಿಯಲ್ಲ. ಉದ್ದೇಶಿತ ಸ್ಥಳದಿಂದ ಸುಮಾರು 500 ಮೀಟರ್ ಮುಂದಕ್ಕೆ ಸ್ಥಳಾಂತರಿಸಿದರೆ ಯೋಜನೆಗೆ ನಮ್ಮ ವಿರೋಧವಿಲ್ಲ ಎಂದರು. ಪ್ರತಿಭಟನೆಯಲ್ಲಿ ಪುರಸಭೆ ಸದಸ್ಯರು, ಸಮಿತಿ ಮುಖಂಡರು, ಸ್ಥಳೀಯ ನಿವಾಸಿಗಳು ಪಾಲ್ಗೊಂಡಿದ್ದರು. ಉಪವಿಭಾಗಾಧಿಕಾರಿಗೆ ಮನವಿ ಸಲ್ಲಿಸಿದರು. bbox=[995, 335, 1230, 422]
story-drama-photo bbox=[694, 1422, 1078, 1576]
lead-col-3: ಬೆಟ್ಟಾಗರದ ಜನವಸತಿ ಪ್ರದೇಶದಲ್ಲಿ ಘಟಕ ನಿರ್ಮಾಣ ಯೋಜನೆಯನ್ನು ಕೈಬಿಡಬೇಕು. ಬಡವರು ಹಾಗೂ ಕೂಲಿ ಕಾರ್ಮಿಕರೇ ಹೆಚ್ಚಾಗಿರುವ ಈ ಪ್ರದೇಶದ ಜನರ ಬದುಕಿಗೆ ತೊಂದರೆಯಾಗಬಾರದು ಎಂದರು. 500 ಮೀ. ಮುಂದಕ್ಕೆ ಸ್ಥಳಾಂತರಗೊಳಿಸಿ ಘಟಕದ ಬಗ್ಗೆ ಸ್ಥಳೀಯರು ಹೆಚ್ಚು ಜಾಗೃತರಾಗಿದ್ದು, ಘಟಕವನ್ನು 500 ಮೀಟರ್ ಮುಂದಕ್ಕೆ ಸ್ಥಳಾಂತರಿಸಿದರೆ ಜನವಸತಿಗೆ ತೊಂದರೆ ಇಲ್ಲ ಎಂದು ಸ್ಥಳೀಯರು ಅಭಿಪ್ರಾಯಪಟ್ಟರು. bbox=[765, 516, 984, 625]
sidebar-photo bbox=[50, 244, 258, 486]
padubidri-photo bbox=[305, 1325, 673, 1507]
website-label: website bbox=[353, 166, 407, 180]
lead-protest-photo bbox=[536, 334, 984, 509]
epaper-link[interactable]: epaper.hosadigantha.com bbox=[591, 166, 749, 180]
story-advocates-photo: ವಕೀಲರ ಸಂಘ (ರಿ), ಬಂಟ್ವಾಳ bbox=[261, 2003, 728, 2167]
qr-instructions: ನಿರಂತರ ಸುದ್ದಿ ಅಪ್‌ಡೇಟ್‌ಗಾಗಿ Google Lens ನಲ್ಲಿ ಈ QRಕೋಡ್ ಸ್ಕ್ಯಾನ್ ಮಾಡಿ WhatsApp ಗ್ರೂಪ್ ಸೇರಿ bbox=[221, 65, 334, 138]
brand-logo-icon bbox=[1073, 52, 1090, 69]
portraits-row bbox=[746, 811, 1014, 860]
brand-name: ಹೊಸದಿಗಂತ bbox=[1095, 48, 1173, 70]
story-medical-camp: ಫ್ರೆಂಡ್ಸ್ ಕೋಡಿಕೆರೆ ವತಿಯಿಂದ ವೈದ್ಯಕೀಯ, ದಂತ ಚಿಕಿತ್ಸಾ ಶಿಬಿರ ಮಂಗಳೂರು: ಶ್ರೀ ಸೌಹಾರ್ದ ಕೋ ಆಪರೇಟಿವ್ ಸೊಸೈಟಿ ಆಶ್ರಯದಲ್ಲಿ ಫ್ರೆಂಡ್ಸ್ ಕೋಡಿಕೆರೆ ಸಹಯೋಗದೊಂದಿಗೆ ಉಚಿತ ವೈದ್ಯಕೀಯ ಮತ್ತು ದಂತ ಚಿಕಿತ್ಸಾ ಶಿಬಿರ ನಡೆಯಿತು. ಶಿಬಿರದಲ್ಲಿ ನುರಿತ ವೈದ್ಯರ ತಂಡ ಭಾಗವಹಿಸಿ ಉಚಿತ ತಪಾಸಣೆ ನಡೆಸಿ ಔಷಧ ವಿತರಿಸಿತು. ಸೊಸೈಟಿ ಅಧ್ಯಕ್ಷರು ಶಿಬಿರ ಉದ್ಘಾಟಿಸಿ ಮಾತನಾಡಿ, ಗ್ರಾಮೀಣ ಜನರಿಗೆ ಆರೋಗ್ಯ ಸೇವೆ ತಲುಪಿಸುವ ಉದ್ದೇಶದಿಂದ ಶಿಬಿರ ಆಯೋಜಿಸಲಾಗಿದೆ ಎಂದರು. ಶಿಬಿರದಲ್ಲಿ ನೂರಾರು ಮಂದಿ ಪ್ರಯೋಜನ ಪಡೆದುಕೊಂಡರು. ಈ ಸಂದರ್ಭದಲ್ಲಿ ಸಂಘದ ಪದಾಧಿಕಾರಿಗಳು, ವೈದ್ಯರು ಹಾಗೂ ಸ್ವಯಂಸೇವಕರು ಉಪಸ್ಥಿತರಿದ್ದರು. ಈ ಶಿಬಿರದಲ್ಲಿ ತಪಾಸಣೆಗೆ ಒಳಗಾದ 300ಕ್ಕೂ ಹೆಚ್ಚು ಮಂದಿ ಉಚಿತ ಔಷಧ ಪಡೆದರು. bbox=[1081, 703, 1458, 1074]
info-bar: website hosadigantha.com | E-paper epaper.hosadigantha.com | Email diganthamlr@gmail.com | Twitter HosadiganthaWeb bbox=[292, 161, 1419, 185]
person-figure bbox=[917, 394, 960, 509]
